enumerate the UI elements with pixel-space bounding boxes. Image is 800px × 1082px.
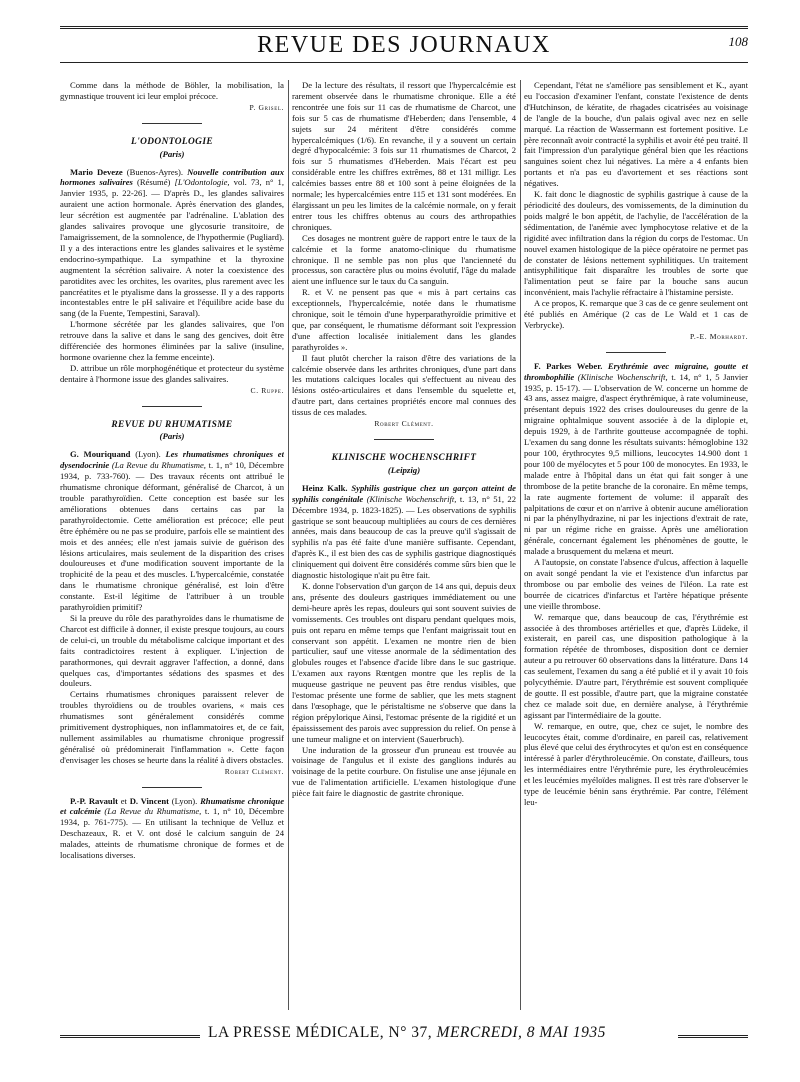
section-rule: [374, 439, 434, 440]
article-paragraph: De la lecture des résultats, il ressort que l'hypercalcémie est rarement observée dans le rhumatisme chronique. Elle a été rencontrée une fois sur 11 cas de rhumatisme de Charcot, une fois sur 5 cas de rhumatisme d'Heberden; dans l'ensemble, 4 sujets sur 24 méritent d'être considérés comme hypercalcémiques (1/6). En revanche, il y a souvent un certain degré d'hypocalcémie: 3 fois sur 11 rhumatismes de Charcot, 2 fois sur 5 rhumatismes d'Heberden. Mais l'écart est peu considérable entre les chiffres extrêmes, 88 et 131 milligr. Les calcémies basses entre 88 et 100 sont à peine éloignées de la normale; les hypercalcémies entre 115 et 131 sont modérées. En élargissant un peu les limites de la calcémie normale, on y ferait entrer tous les chiffres obtenus au cours des arthropathies chroniques.: [292, 80, 516, 232]
article-affiliation: (Buenos-Ayres).: [122, 166, 188, 177]
article-title: Syphilis gastrique chez un garçon atteint de syphilis congénitale: [292, 482, 516, 504]
article-paragraph: K. fait donc le diagnostic de syphilis gastrique à cause de la périodicité des douleurs, des vomissements, de la diminution du poids malgré le bon appétit, de l'achylie, de l'accélération de la sédimentation, de l'anémie avec lymphocytose relative et de la rigidité avec infiltration dans la région du corps de l'estomac. Un nouvel examen histologique de la pièce opératoire ne permet pas de constater de lésions nettement syphilitiques. Un traitement antisyphilitique fait disparaître les troubles de sorte que l'alimentation peut se faire par la bouche sans aucun inconvénient, mais l'achylie réfractaire à l'histamine persiste.: [524, 189, 748, 298]
article-paragraph: L'hormone sécrétée par les glandes salivaires, que l'on retrouve dans la salive et dans le sang des gencives, doit être différenciée des hormones éliminées par la salive (insuline, hormone ovarienne chez la femme enceinte).: [60, 319, 284, 362]
section-rule: [142, 123, 202, 124]
page-number: 108: [728, 34, 748, 49]
column-divider: [288, 80, 289, 1010]
article-paragraph: Si la preuve du rôle des parathyroïdes dans le rhumatisme de Charcot est difficile à donner, il existe presque toujours, au cours de celui-ci, un trouble du métabolisme calcique important et des faits contradictoires restent à expliquer. L'injection de parathormones, qui devrait aggraver l'affection, a donné, dans quelques cas, d'importantes sédations des spasmes et des douleurs.: [60, 612, 284, 689]
article-body: En utilisant la technique de Velluz et Deschazeaux, R. et V. ont dosé le calcium sanguin de 24 malades, atteints de rhumatisme chronique de formes et de localisations diverses.: [60, 817, 284, 861]
article-body: Des travaux récents ont attribué le rhumatisme chronique déformant, généralisé de Charcot, à un trouble parathyroïdien. Cette conception est basée sur les améliorations obtenues dans certains cas par la parathyroïdectomie. Cette amélioration est précoce; elle peut être éphémère ou ne pas se produire, parfois elle se maintient des mois et des années; elle n'est jamais suivie de guérison des lésions articulaires, mais seulement de la disparition des crises douloureuses et d'une modification souvent importante de la trophicité de la peau et des muscles. L'hypercalcémie, constatée dans le rhumatisme chronique généralisé, est loin d'être constante. Est-il légitime de l'attribuer à un trouble parathyroïdien primitif?: [60, 471, 284, 613]
section-title: KLINISCHE WOCHENSCHRIFT: [331, 453, 477, 463]
section-city: (Paris): [159, 148, 185, 159]
article-source: (Klinische Wochenschrift,: [574, 371, 668, 382]
article-paragraph: Une induration de la grosseur d'un pruneau est trouvée au voisinage de l'angulus et il existe des ganglions indurés au voisinage de la petite courbure. On fistulise une anse jéjunale en vue de l'alimentation artificielle. L'examen histologique d'une pièce fait faire le diagnostic de gastrite chronique.: [292, 744, 516, 799]
article-body: Les observations de syphilis gastrique se sont beaucoup multipliées au cours de ces dernières années, mais dans beaucoup de cas la preuve qu'il s'agissait de syphilis n'a pas été faite d'une manière suffisante. Cependant, d'après K., il est bien des cas de syphilis gastrique diagnostiqués cliniquement qui doivent être considérés comme sûrs bien que le diagnostic histologique n'ait pu être fait.: [292, 504, 516, 581]
article-author: Mario Deveze: [70, 166, 123, 177]
article-paragraph: R. et V. ne pensent pas que « mis à part certains cas exceptionnels, l'hypercalcémie, notée dans le rhumatisme chronique, soit le témoin d'une hyperparathyroïdie primitive et que, par conséquent, le rhumatisme déformant soit l'expression d'une affection localisée initialement dans les glandes parathyroïdes ».: [292, 287, 516, 352]
footer-journal: LA PRESSE MÉDICALE,: [208, 1024, 385, 1041]
section-rule: [142, 406, 202, 407]
page-header: [60, 26, 748, 66]
article-affiliation: (Lyon).: [169, 795, 201, 806]
article-source: (La Revue du Rhumatisme,: [109, 460, 206, 471]
article-author: F. Parkes Weber.: [534, 360, 603, 371]
article-body: L'observation de W. concerne un homme de 43 ans, assez maigre, d'aspect érythrémique, à rate volumineuse, présentant depuis 1922 des crises douloureuses du genre de la migraine ophtalmique souvent associée à de la diplopie et, depuis 1929, à de l'arthrite goutteuse accompagnée de tophi. L'examen du sang donne les résultats suivants: hémoglobine 132 pour 100, érythrocytes 9,5 millions, leucocytes 14.900 dont 1 pour 100 de myélocytes et 5 pour 100 de monocytes. En 1933, le malade entre à l'hôpital dans un état qui fait songer à une thrombose de la petite branche de la coronaire. En même temps, la rate augmente fortement de volume: il apparaît des palpitations de cœur et on n'arrive à obtenir aucune amélioration ni par la phénylhydrazine, ni par les injections d'extrait de rate, ni par un régime riche en graisse. Après une amélioration générale, concernant également les phénomènes de goutte, le malade a brusquement du melæna et meurt.: [524, 382, 748, 557]
section-rule: [142, 787, 202, 788]
article-source: [L'Odontologie,: [174, 177, 230, 188]
signature: P.-E. Morhardt.: [689, 331, 748, 341]
article-source: (Klinische Wochenschrift,: [363, 493, 457, 504]
header-double-rule: [60, 26, 748, 29]
article-odontologie: [60, 167, 284, 320]
section-title: REVUE DU RHUMATISME: [111, 419, 233, 430]
article-paragraph: Certains rhumatismes chroniques paraissent relever de troubles thyroïdiens ou de troubles ovariens, « mais ces rhumatismes sont généralement considérés comme primitivement dystrophiques, non inflammatoires et, de ce fait, nullement assimilables au rhumatisme chronique progressif généralisé où prédominerait l'inflammation ». Cette façon d'envisager les choses se heurte dans la réalité à divers obstacles.: [60, 689, 284, 765]
page-footer: [60, 1022, 748, 1052]
article-conjunction: et: [117, 795, 130, 806]
footer-date: 8 MAI 1935: [526, 1024, 606, 1041]
article-biblio: vol. 73, n° 1, Janvier 1935, p. 22-26]. —: [60, 177, 284, 199]
signature: P. Grisel.: [249, 102, 284, 112]
article-paragraph: A ce propos, K. remarque que 3 cas de ce genre seulement ont été publiés en Amérique (2 cas de Le Wald et 1 cas de Verbrycke).: [524, 298, 748, 330]
section-city: (Leipzig): [387, 464, 421, 475]
header-rule: [60, 62, 748, 63]
column-1: [60, 80, 284, 1012]
article-author: G. Mouriquand: [70, 449, 131, 460]
article-paragraph: Il faut plutôt chercher la raison d'être des variations de la calcémie observée dans les arthrites chroniques, d'une part dans les mutations calciques locales qui s'effectuent au niveau des lésions ostéo-articulaires et dans l'ensemble du squelette et, d'autre part, dans certaines propriétés encore mal connues des tissus de ces malades.: [292, 352, 516, 418]
section-city: (Paris): [159, 431, 185, 442]
section-title: L'ODONTOLOGIE: [130, 136, 214, 147]
article-paragraph: A l'autopsie, on constate l'absence d'ulcus, affection à laquelle on avait songé pendant la vie et l'existence d'un infarctus par thrombose ou par embolie des veines de l'iléon. La rate est bourrée de cicatrices d'infarctus et l'artère hépatique présente une vieille thrombose.: [524, 557, 748, 611]
article-affiliation: (Lyon).: [130, 449, 166, 460]
footer-day: MERCREDI,: [436, 1024, 523, 1041]
article-source: (La Revue du Rhumatisme,: [100, 806, 202, 817]
article-paragraph: K. donne l'observation d'un garçon de 14 ans qui, depuis deux ans, présente des douleurs gastriques immédiatement ou une demi-heure après les repas, douleurs qui sont souvent suivies de vomissements. Ces troubles ont disparu pendant quelques mois, puis ont reparu en même temps que l'enfant maigrissait tout en conservant son appétit. L'examen ne montre rien de bien particulier, sauf une vitesse anormale de la sédimentation des globules rouges et l'absence d'acide libre dans le suc gastrique. L'examen aux rayons Rœntgen montre que les replis de la muqueuse gastrique ne peuvent pas être rendus visibles, que l'estomac présente une forme de sablier, que les mets stagnent dans l'œsophage, que le péristaltisme ne s'observe que dans la région prépylorique Ainsi, l'estomac présente de la rigidité et un épaississement des parois avec suppression du relief. On pense à une tumeur maligne et on intervient (Sauerbruch).: [292, 580, 516, 744]
article-paragraph: D. attribue un rôle morphogénétique et protecteur du système dentaire à l'hormone issue des glandes salivaires.: [60, 362, 284, 384]
article-title: Erythrémie avec migraine, goutte et thrombophilie: [524, 360, 748, 382]
article-syphilis-gastrique: [292, 483, 516, 581]
column-2: [292, 80, 516, 1012]
article-biblio: t. 1, n° 10, Décembre 1934, p. 761-775). —: [60, 806, 284, 828]
article-calcemie: [60, 796, 284, 861]
article-erythremie: [524, 361, 748, 557]
signature: Robert Clément.: [374, 419, 434, 429]
article-title: Nouvelle contribution aux hormones salivaires: [60, 166, 284, 188]
signature: Robert Clément.: [224, 766, 284, 776]
article-biblio: t. 14, n° 1, 5 Janvier 1935, p. 15-17). —: [524, 371, 748, 393]
article-author: D. Vincent: [129, 795, 169, 806]
article-title: Les rhumatismes chroniques et dysendocrinie: [60, 449, 284, 471]
article-paragraph: Ces dosages ne montrent guère de rapport entre le taux de la calcémie et la forme anatomo-clinique du rhumatisme chronique. Il ne semble pas non plus que l'ancienneté du processus, son caractère plus ou moins évolutif, l'âge du malade aient une influence sur le taux du Ca sanguin.: [292, 232, 516, 287]
footer-text: [208, 1024, 606, 1042]
article-author: P.-P. Ravault: [70, 795, 118, 806]
footer-issue: N° 37,: [388, 1024, 433, 1041]
journal-title: REVUE DES JOURNAUX: [257, 32, 551, 58]
article-title: Rhumatisme chronique et calcémie: [60, 795, 284, 817]
intro-paragraph: Comme dans la méthode de Böhler, la mobilisation, la gymnastique trouvent ici leur emploi précoce.: [60, 80, 284, 101]
article-body: D'après D., les glandes salivaires auraient une action hormonale. Après énervation des glandes, leur sécrétion est augmentée par l'adrénaline. L'ablation des glandes salivaires provoque une glycosurie transitoire, de l'amaigrissement, de la somnolence, de l'hypothermie (Pugliard). Il y a des interactions entre les glandes salivaires et le système endocrino-sympathique. La sympathine et la thyroxine augmentent la sécrétion salivaire. A noter la coexistence des parotidites avec les orchites, les ovarites, plus rarement avec les pancréatites et le ptyalisme dans la grossesse. Il y a des rapports incontestables entre le pH salivaire et l'équilibre acide base du sang (de la Fuente, Tempestini, Saraval).: [60, 188, 284, 319]
article-biblio: t. 1, n° 10, Décembre 1934, p. 733-760). —: [60, 460, 284, 482]
footer-double-rule: [678, 1035, 748, 1038]
article-biblio: t. 13, n° 51, 22 Décembre 1934, p. 1823-1825). —: [292, 493, 516, 515]
article-paragraph: Cependant, l'état ne s'améliore pas sensiblement et K., ayant eu l'occasion d'examiner l'enfant, constate l'existence de dents d'Hutchinson, de kératite, de rhagades cicatrisées au voisinage de l'angle de la bouche, d'un palais ogival avec nez en selle marqué. La réaction de Wassermann est fortement positive. Le père reconnaît avoir contracté la syphilis et avoir été peu traité. Il fait l'impression d'un paralytique général bien que les réactions sanguines soient chez lui négatives. La mère a 4 enfants bien portants et n'a pas eu d'avortement et ses réactions sont négatives.: [524, 80, 748, 189]
signature: C. Ruppe.: [250, 385, 284, 395]
column-divider: [520, 80, 521, 1010]
article-paragraph: W. remarque que, dans beaucoup de cas, l'érythrémie est associée à des thromboses artérielles et que, d'après Lüdeke, il existerait, en pareil cas, une disposition pathologique à la formation répétée de thromboses, disposition dont ce dernier auteur a pu retrouver 60 observations dans la littérature. Dans 14 cas seulement, l'examen du sang a été publié et il y avait 10 fois polycythémie. D'autre part, l'érythrémie est souvent compliquée de goutte. Il est possible, d'autre part, que la migraine constatée chez ce malade soit due, en dernière analyse, à l'érythrémie agissant par l'intermédiaire de la goutte.: [524, 611, 748, 720]
article-rhumatisme: [60, 449, 284, 613]
column-3: [524, 80, 748, 1012]
article-paragraph: W. remarque, en outre, que, chez ce sujet, le nombre des leucocytes était, comme d'ordinaire, en pareil cas, relativement plus élevé que celui des érythrocytes et qu'on est en conséquence intéressé à parler d'érythroleucémie. On constate, d'ailleurs, tous les intermédiaires entre l'érythrémie pure, les érythroleucémies et les leucémies myéloïdes malignes. Il est très rare d'observer le type de leucémie bénin sans érythrémie. Par contre, l'élément leu-: [524, 720, 748, 807]
section-rule: [606, 352, 666, 353]
article-author: Heinz Kalk.: [302, 482, 348, 493]
article-note: (Résumé): [132, 177, 175, 188]
footer-double-rule: [60, 1035, 200, 1038]
